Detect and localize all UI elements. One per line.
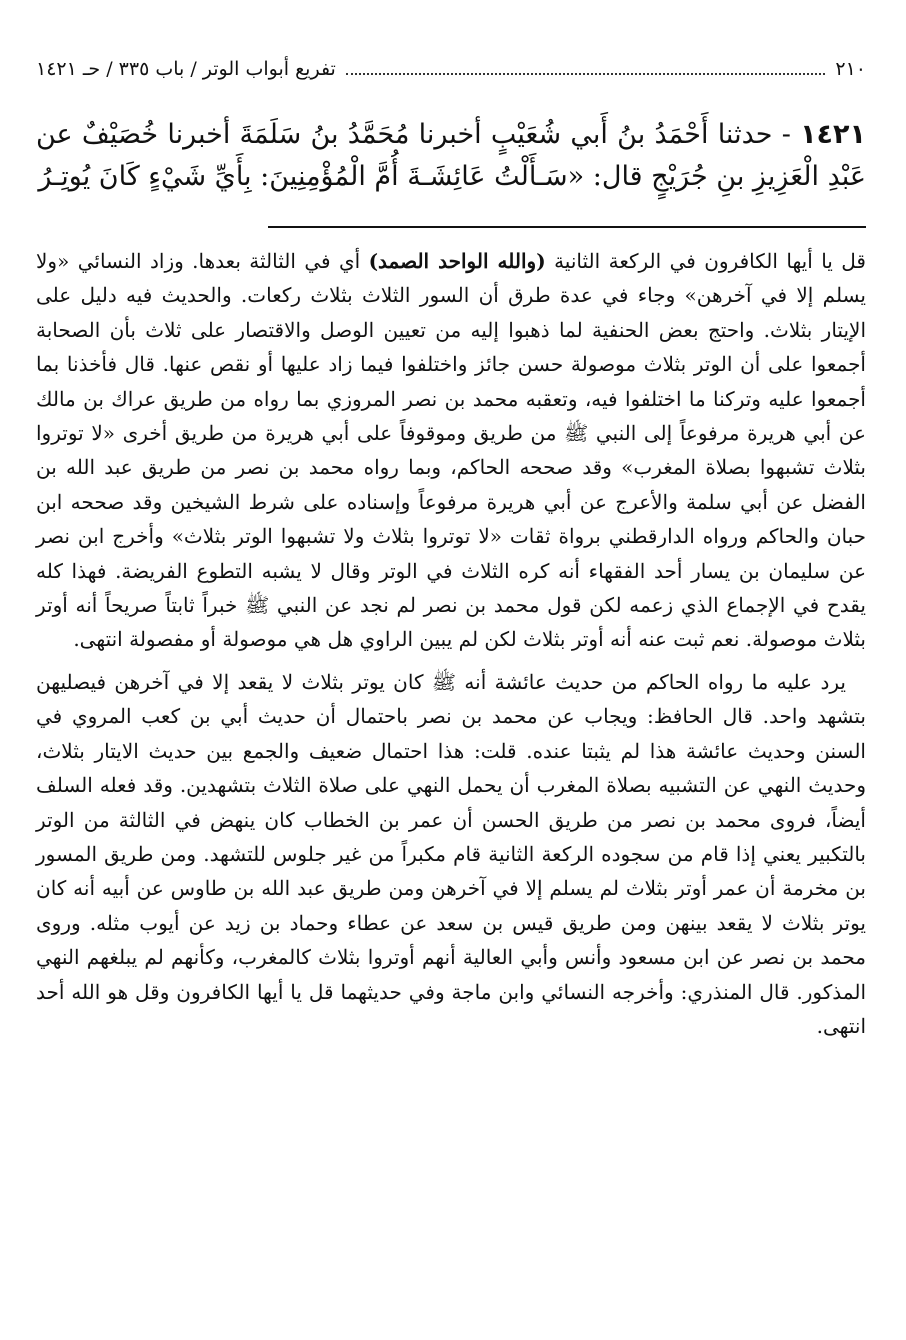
commentary-block: [36, 244, 866, 1043]
commentary-text: أي في الثالثة بعدها. وزاد النسائي «ولا يسلم إلا في آخرهن» وجاء في عدة طرق أن السور الثلاث بثلاث ركعات. والحديث فيه دليل على الإيتار بثلاث. واحتج بعض الحنفية لما ذهبوا إليه من تعيين الوصل والاقتصار على ثلاث بأن الصحابة أجمعوا على أن الوتر بثلاث موصولة حسن جائز واختلفوا فيما زاد عليها أو نقص عنها. قال فأخذنا بما أجمعوا عليه وتركنا ما اختلفوا فيه، وتعقبه محمد بن نصر المروزي بما رواه من طريق عراك بن مالك عن أبي هريرة مرفوعاً إلى النبي ﷺ من طريق وموقوفاً على أبي هريرة من طريق أخرى «لا توتروا بثلاث تشبهوا بصلاة المغرب» وقد صححه الحاكم، وبما رواه محمد بن نصر من طريق عبد الله بن الفضل عن أبي سلمة والأعرج عن أبي هريرة مرفوعاً وإسناده على شرط الشيخين وقد صححه ابن حبان والحاكم ورواه الدارقطني برواة ثقات «لا توتروا بثلاث ولا تشبهوا الوتر بثلاث» وأخرج ابن نصر عن سليمان بن يسار أحد الفقهاء أنه كره الثلاث في الوتر وقال لا يشبه التطوع الفريضة. فهذا كله يقدح في الإجماع الذي زعمه لكن قول محمد بن نصر لم نجد عن النبي ﷺ خبراً ثابتاً صريحاً أنه أوتر بثلاث موصولة. نعم ثبت عنه أنه أوتر بثلاث لكن لم يبين الراوي هل هي موصولة أو مفصولة انتهى.: [36, 249, 866, 652]
running-title: تفريع أبواب الوتر / باب ٣٣٥ / حـ ١٤٢١: [36, 58, 336, 80]
commentary-bold-text: (والله الواحد الصمد): [368, 249, 546, 273]
hadith-number: ١٤٢١: [800, 119, 866, 150]
running-header: [36, 58, 866, 88]
commentary-paragraph: [36, 244, 866, 657]
hadith-dash: -: [772, 119, 791, 150]
page-number: ٢١٠: [835, 58, 866, 80]
hadith-text: حدثنا أَحْمَدُ بنُ أَبي شُعَيْبٍ أخبرنا مُحَمَّدُ بنُ سَلَمَةَ أخبرنا خُصَيْفٌ عن عَبْدِ الْعَزِيزِ بنِ جُرَيْجٍ قال: «سَـأَلْتُ عَائِشَـةَ أُمَّ الْمُؤْمِنِينَ: بِأَيِّ شَيْءٍ كَانَ يُوتِـرُ: [36, 119, 866, 192]
header-dot-leader: [346, 72, 826, 75]
hadith-text-block: [36, 114, 866, 198]
page: [36, 58, 866, 1328]
commentary-text: قل يا أيها الكافرون في الركعة الثانية: [545, 249, 866, 273]
footnote-divider: [268, 226, 866, 228]
commentary-paragraph: يرد عليه ما رواه الحاكم من حديث عائشة أنه ﷺ كان يوتر بثلاث لا يقعد إلا في آخرهن فيصليهن بتشهد واحد. قال الحافظ: ويجاب عن محمد بن نصر باحتمال أن حديث أبي بن كعب المروي في السنن وحديث عائشة هذا لم يثبتا عنده. قلت: هذا احتمال ضعيف والجمع بين حديث الايتار بثلاث، وحديث النهي عن التشبيه بصلاة المغرب أن يحمل النهي على صلاة الثلاث بتشهدين. وقد فعله السلف أيضاً، فروى محمد بن نصر من طريق الحسن أن عمر بن الخطاب كان ينهض في الثالثة من الوتر بالتكبير يعني إذا قام من سجوده الركعة الثانية قام مكبراً من غير جلوس للتشهد. ومن طريق المسور بن مخرمة أن عمر أوتر بثلاث لم يسلم إلا في آخرهن ومن طريق عبد الله بن طاوس عن أبيه أنه كان يوتر بثلاث لا يقعد بينهن ومن طريق قيس بن سعد عن عطاء وحماد بن زيد عن أيوب مثله. وروى محمد بن نصر عن ابن مسعود وأنس وأبي العالية أنهم أوتروا بثلاث كالمغرب، وكأنهم لم يبلغهم النهي المذكور. قال المنذري: وأخرجه النسائي وابن ماجة وفي حديثهما قل يا أيها الكافرون وقل هو الله أحد انتهى.: [36, 669, 866, 1038]
